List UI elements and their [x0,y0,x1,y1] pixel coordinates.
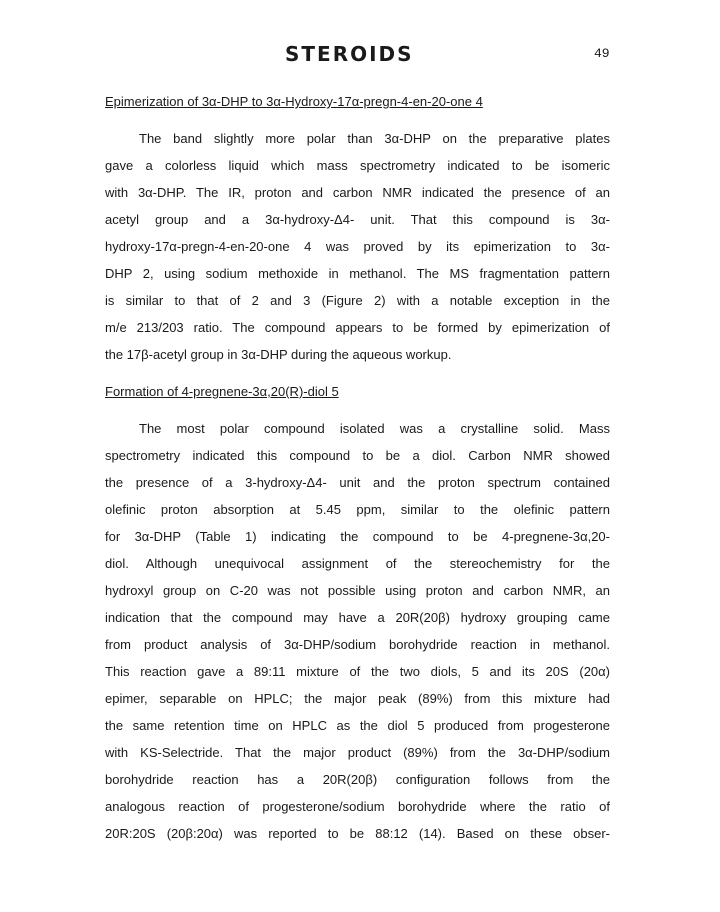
paragraph-line: The most polar compound isolated was a crystalline solid. Mass [139,421,610,436]
journal-logo [285,42,414,66]
paragraph-line: gave a colorless liquid which mass spectrometry indicated to be isomeric [105,158,610,173]
page-header [0,38,720,66]
paragraph-line: m/e 213/203 ratio. The compound appears to be formed by epimerization of [105,320,610,335]
paragraph-line: indication that the compound may have a 20R(20β) hydroxy grouping came [105,610,610,625]
paragraph-line: with 3α-DHP. The IR, proton and carbon NMR indicated the presence of an [105,185,610,200]
paragraph-line: the presence of a 3-hydroxy-Δ4- unit and the proton spectrum contained [105,475,610,490]
paragraph-line: olefinic proton absorption at 5.45 ppm, similar to the olefinic pattern [105,502,610,517]
section-heading-formation: Formation of 4-pregnene-3α,20(R)-diol 5 [105,384,339,399]
paragraph-line: for 3α-DHP (Table 1) indicating the compound to be 4-pregnene-3α,20- [105,529,610,544]
paragraph-line: with KS-Selectride. That the major product (89%) from the 3α-DHP/sodium [105,745,610,760]
paragraph-line: from product analysis of 3α-DHP/sodium borohydride reaction in methanol. [105,637,610,652]
paragraph-line: diol. Although unequivocal assignment of the stereochemistry for the [105,556,610,571]
paragraph-line: analogous reaction of progesterone/sodium borohydride where the ratio of [105,799,610,814]
section-heading-epimerization: Epimerization of 3α-DHP to 3α-Hydroxy-17α-pregn-4-en-20-one 4 [105,94,483,109]
paragraph-line: the same retention time on HPLC as the diol 5 produced from progesterone [105,718,610,733]
paragraph-line: borohydride reaction has a 20R(20β) configuration follows from the [105,772,610,787]
article-body [105,88,610,847]
page-number: 49 [594,46,610,61]
paragraph-line: epimer, separable on HPLC; the major peak (89%) from this mixture had [105,691,610,706]
paragraph-line: hydroxyl group on C-20 was not possible using proton and carbon NMR, an [105,583,610,598]
paragraph-line: hydroxy-17α-pregn-4-en-20-one 4 was proved by its epimerization to 3α- [105,239,610,254]
paragraph-line: is similar to that of 2 and 3 (Figure 2) with a notable exception in the [105,293,610,308]
paragraph-line: This reaction gave a 89:11 mixture of the two diols, 5 and its 20S (20α) [105,664,610,679]
paragraph-line: 20R:20S (20β:20α) was reported to be 88:12 (14). Based on these obser- [105,826,610,841]
paragraph-line: DHP 2, using sodium methoxide in methanol. The MS fragmentation pattern [105,266,610,281]
paragraph-line: The band slightly more polar than 3α-DHP on the preparative plates [139,131,610,146]
paragraph-line: spectrometry indicated this compound to be a diol. Carbon NMR showed [105,448,610,463]
journal-logo-text: STEROIDS [285,42,414,66]
paragraph-line: acetyl group and a 3α-hydroxy-Δ4- unit. That this compound is 3α- [105,212,610,227]
paragraph-line: the 17β-acetyl group in 3α-DHP during the aqueous workup. [105,347,452,362]
